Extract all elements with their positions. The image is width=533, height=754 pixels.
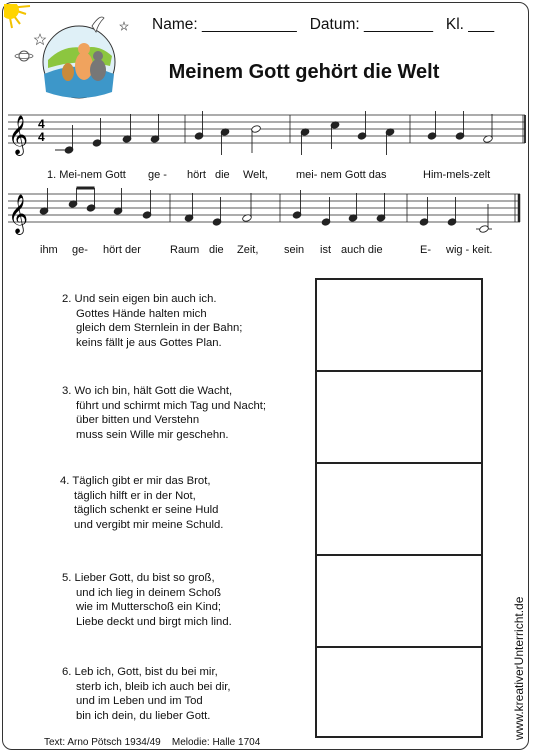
name-field[interactable]: Name: ___________ bbox=[152, 16, 297, 33]
lyric-syllable: E- bbox=[420, 244, 431, 256]
drawing-box-verse-4[interactable] bbox=[315, 462, 483, 556]
melody-credit: Melodie: Halle 1704 bbox=[171, 737, 261, 748]
lyric-syllable: ihm bbox=[40, 244, 58, 256]
lyric-syllable: die bbox=[215, 169, 230, 181]
verse-6: 6. Leb ich, Gott, bist du bei mir, sterb ich, bleib ich auch bei dir, und im Leben und im Tod bin ich dein, du lieber Gott. bbox=[62, 666, 231, 722]
header-fields bbox=[152, 16, 494, 34]
lyric-syllable: Him-mels-zelt bbox=[423, 169, 491, 181]
lyric-syllable: ge- bbox=[72, 244, 88, 256]
lyric-syllable: hört der bbox=[103, 244, 141, 256]
page-title: Meinem Gott gehört die Welt bbox=[168, 61, 440, 83]
lyric-syllable: Raum bbox=[170, 244, 200, 256]
class-field[interactable]: Kl. ___ bbox=[445, 16, 495, 33]
drawing-box-verse-2[interactable] bbox=[315, 278, 483, 372]
lyric-syllable: ge - bbox=[148, 169, 167, 181]
lyric-syllable: hört bbox=[187, 169, 206, 181]
drawing-box-verse-3[interactable] bbox=[315, 370, 483, 464]
text-credit: Text: Arno Pötsch 1934/49 bbox=[44, 737, 161, 748]
treble-clef-icon: 𝄞 bbox=[8, 194, 29, 234]
website-url[interactable]: www.kreativerUnterricht.de bbox=[512, 596, 526, 740]
drawing-box-verse-5[interactable] bbox=[315, 554, 483, 648]
creation-illustration bbox=[4, 4, 134, 104]
treble-clef-icon: 𝄞 bbox=[8, 115, 29, 155]
lyric-syllable: ist bbox=[320, 244, 331, 256]
time-signature-top: 4 bbox=[38, 117, 45, 131]
drawing-box-verse-6[interactable] bbox=[315, 646, 483, 738]
music-staff-2 bbox=[0, 186, 533, 246]
verse-2: 2. Und sein eigen bin auch ich. Gottes Hände halten mich gleich dem Sternlein in der Bahn; keins fällt je aus Gottes Plan. bbox=[62, 293, 243, 349]
credits-footer bbox=[44, 737, 260, 748]
verse-5: 5. Lieber Gott, du bist so groß, und ich lieg in deinem Schoß wie im Mutterschoß ein Kind; Liebe deckt und birgt mich lind. bbox=[62, 572, 232, 628]
lyric-syllable: sein bbox=[284, 244, 305, 256]
lyric-syllable: auch die bbox=[341, 244, 383, 256]
lyric-syllable: wig - keit. bbox=[446, 244, 493, 256]
date-field[interactable]: Datum: ________ bbox=[309, 16, 433, 33]
drawing-boxes bbox=[315, 278, 483, 738]
verse-3: 3. Wo ich bin, hält Gott die Wacht, führt und schirmt mich Tag und Nacht; über bitten und Verstehn muss sein Wille mir geschehn. bbox=[62, 385, 267, 441]
lyric-syllable: 1. Mei-nem Gott bbox=[47, 169, 126, 181]
verse-4: 4. Täglich gibt er mir das Brot, täglich hilft er in der Not, täglich schenkt er seine Huld und vergibt mir meine Schuld. bbox=[60, 475, 224, 531]
lyric-syllable: die bbox=[209, 244, 224, 256]
lyric-syllable: mei- nem Gott das bbox=[296, 169, 387, 181]
music-staff-1 bbox=[0, 107, 533, 167]
time-signature-bottom: 4 bbox=[38, 130, 45, 144]
lyric-syllable: Welt, bbox=[243, 169, 268, 181]
lyric-syllable: Zeit, bbox=[237, 244, 259, 256]
